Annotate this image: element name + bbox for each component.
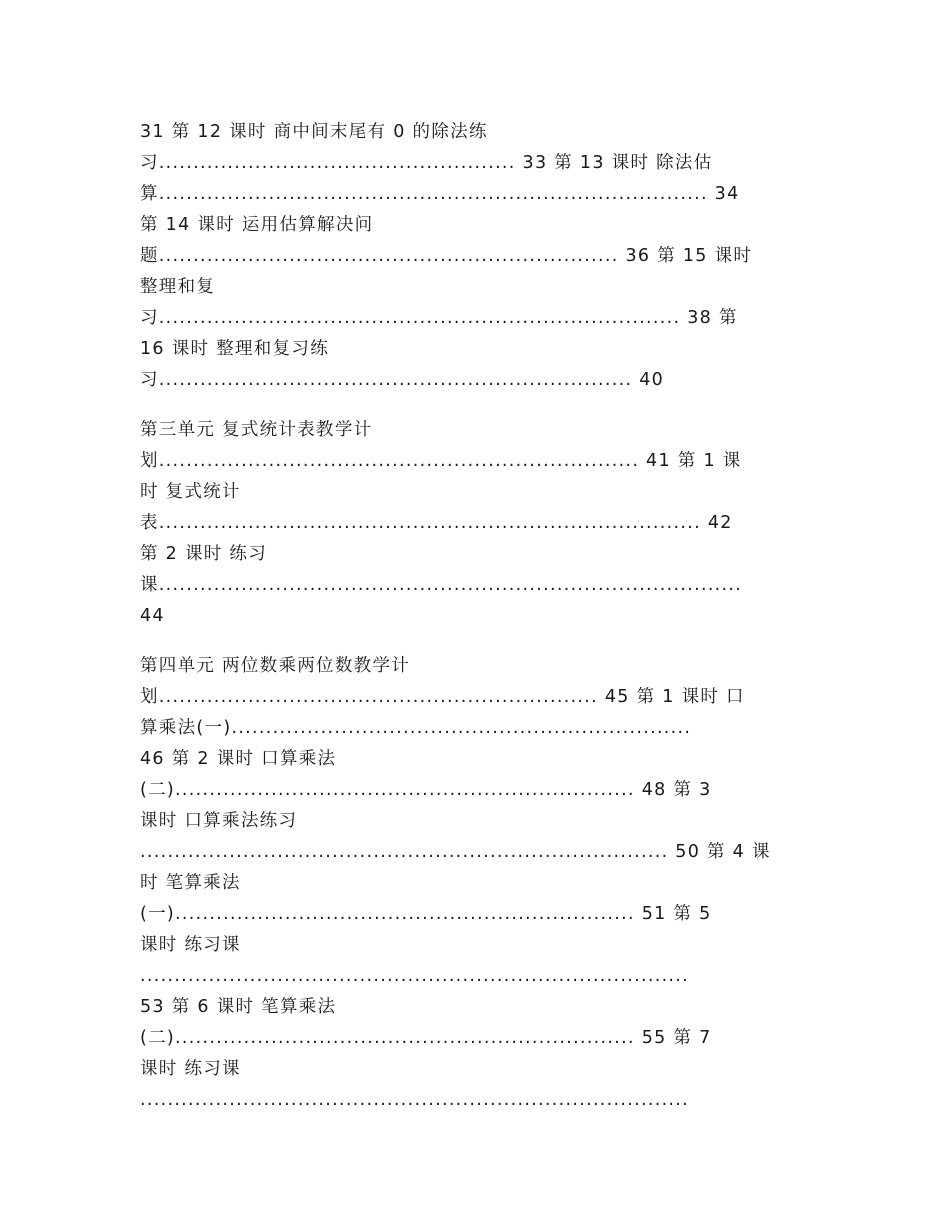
toc-line: ................................................................................ — [140, 1090, 690, 1110]
toc-line: 课时 练习课 — [140, 1059, 241, 1079]
toc-line: 习.................................................... 33 第 13 课时 除法估 — [140, 153, 713, 173]
toc-line: 划...................................................................... 41 第 1 课 — [140, 451, 742, 471]
toc-line: 划................................................................ 45 第 1 课时 口 — [140, 687, 745, 707]
toc-line: 第三单元 复式统计表教学计 — [140, 420, 373, 440]
toc-line: 算乘法(一)................................................................... — [140, 718, 692, 738]
toc-line: 第四单元 两位数乘两位数教学计 — [140, 656, 411, 676]
toc-line: 第 2 课时 练习 — [140, 544, 268, 564]
toc-line: 整理和复 — [140, 277, 216, 297]
toc-line: 算................................................................................ 34 — [140, 184, 740, 204]
toc-section-unit-4 — [140, 651, 820, 1116]
toc-line: 表............................................................................... 42 — [140, 513, 733, 533]
toc-line: 31 第 12 课时 商中间末尾有 0 的除法练 — [140, 122, 488, 142]
toc-line: ................................................................................ — [140, 966, 690, 986]
toc-line: 16 课时 整理和复习练 — [140, 339, 329, 359]
toc-line: ............................................................................. 50 第 4 课 — [140, 842, 771, 862]
toc-line: 第 14 课时 运用估算解决问 — [140, 215, 374, 235]
toc-line: 课..................................................................................... — [140, 575, 743, 595]
toc-line: 44 — [140, 606, 165, 626]
toc-line: (二)................................................................... 48 第 3 — [140, 780, 712, 800]
toc-line: (二)................................................................... 55 第 7 — [140, 1028, 712, 1048]
table-of-contents — [140, 117, 820, 1116]
toc-line: 习............................................................................ 38 第 — [140, 308, 738, 328]
toc-line: 课时 口算乘法练习 — [140, 811, 298, 831]
toc-section-unit-3 — [140, 415, 820, 632]
toc-line: 46 第 2 课时 口算乘法 — [140, 749, 337, 769]
toc-line: 题................................................................... 36 第 15 课时 — [140, 246, 753, 266]
toc-line: 时 笔算乘法 — [140, 873, 241, 893]
toc-section-unit-2-continued — [140, 117, 820, 396]
toc-line: 53 第 6 课时 笔算乘法 — [140, 997, 337, 1017]
toc-line: 时 复式统计 — [140, 482, 241, 502]
toc-line: (一)................................................................... 51 第 5 — [140, 904, 712, 924]
toc-line: 课时 练习课 — [140, 935, 241, 955]
toc-line: 习..................................................................... 40 — [140, 370, 665, 390]
